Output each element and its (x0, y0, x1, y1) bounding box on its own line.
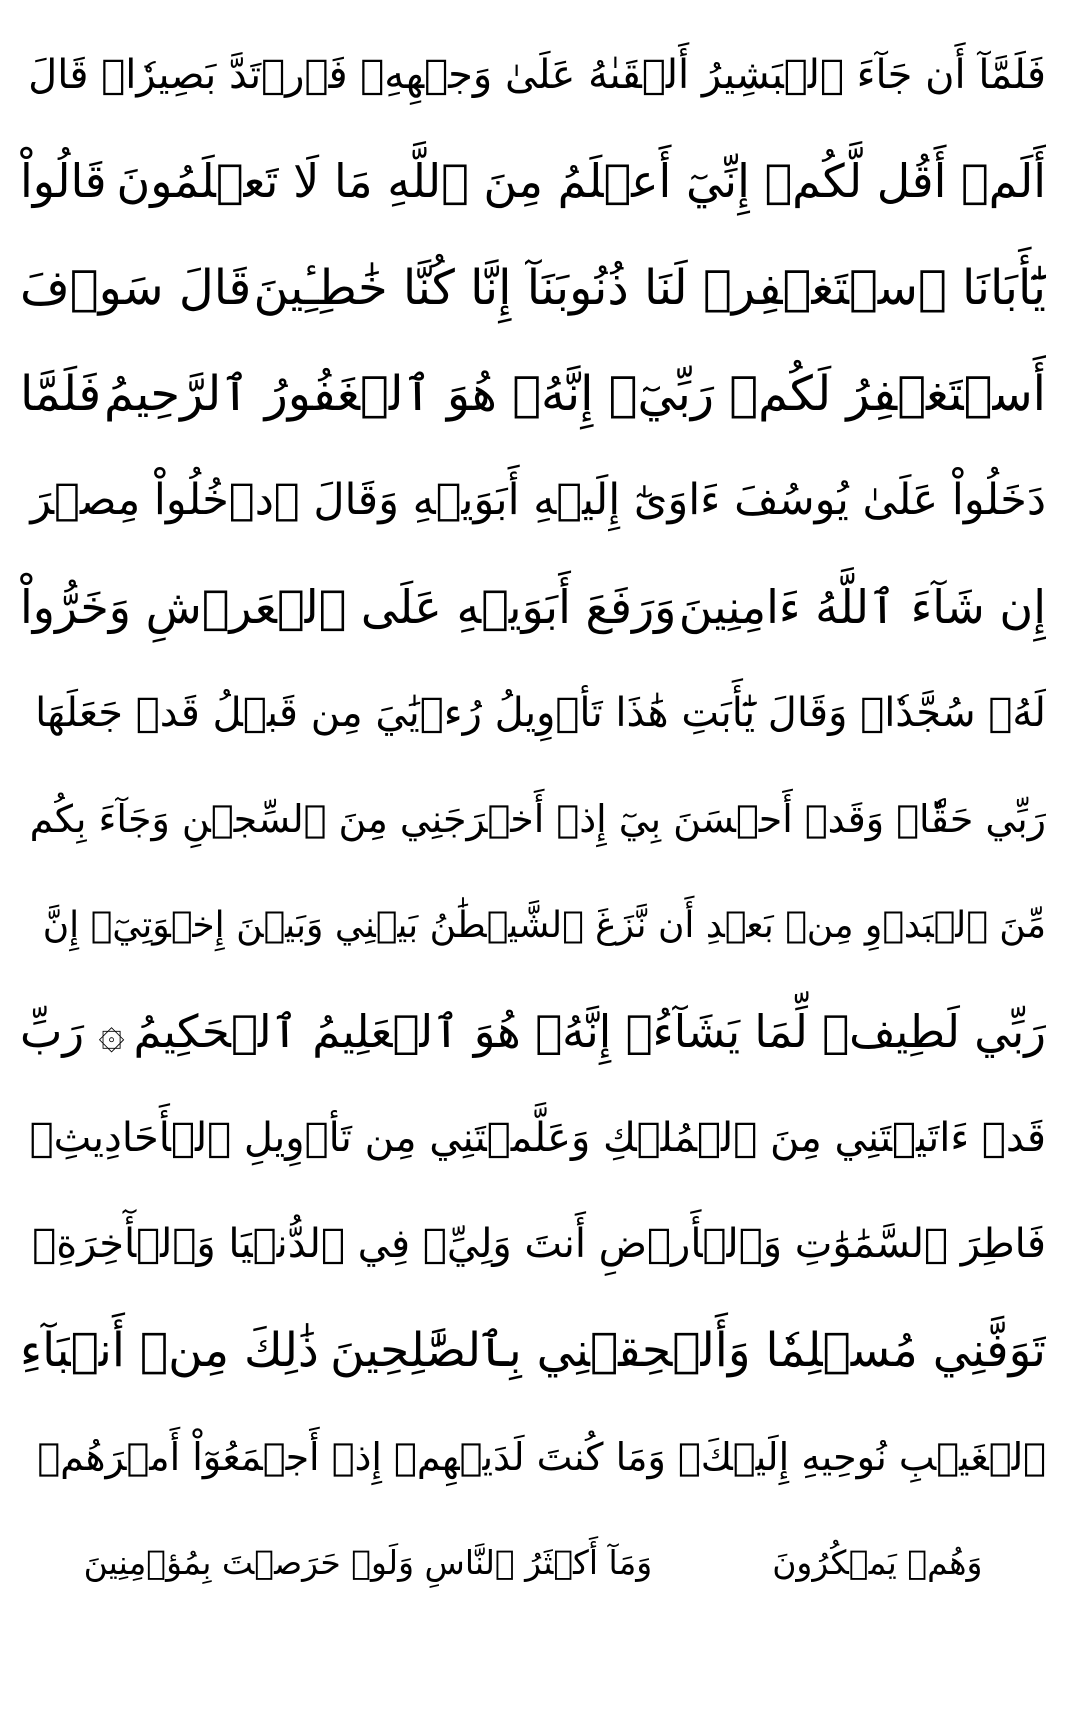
verse-text: فَلَمَّا (20, 366, 102, 423)
text-line-11 (20, 1085, 1046, 1191)
verse-text: إِن شَآءَ ٱللَّهُ ءَامِنِينَ (678, 579, 1046, 634)
text-line-10 (20, 979, 1046, 1085)
verse-text: وَهُمۡ يَمۡكُرُونَ (772, 1543, 983, 1583)
verse-text: فَلَمَّآ أَن جَآءَ ٱلۡبَشِيرُ أَلۡقَىٰهُ عَلَىٰ وَجۡهِهِۦ فَٱرۡتَدَّ بَصِيرٗاۖ قَالَ (28, 52, 1046, 99)
text-line-3 (20, 235, 1046, 341)
verse-text: قَالُواْ (20, 154, 107, 209)
text-line-2 (20, 128, 1046, 234)
verse-text: وَمَآ أَكۡثَرُ ٱلنَّاسِ وَلَوۡ حَرَصۡتَ بِمُؤۡمِنِينَ (83, 1543, 653, 1583)
verse-text: لَهُۥ سُجَّدٗاۖ وَقَالَ يَٰٓأَبَتِ هَٰذَا تَأۡوِيلُ رُءۡيَٰيَ مِن قَبۡلُ قَدۡ جَعَلَهَا (35, 689, 1046, 736)
verse-text: أَلَمۡ أَقُل لَّكُمۡ إِنِّيٓ أَعۡلَمُ مِنَ ٱللَّهِ مَا لَا تَعۡلَمُونَ (116, 154, 1046, 209)
text-line-12 (20, 1191, 1046, 1297)
verse-text: دَخَلُواْ عَلَىٰ يُوسُفَ ءَاوَىٰٓ إِلَيۡهِ أَبَوَيۡهِ وَقَالَ ٱدۡخُلُواْ مِصۡرَ (30, 475, 1046, 526)
verse-text: مِّنَ ٱلۡبَدۡوِ مِنۢ بَعۡدِ أَن نَّزَغَ ٱلشَّيۡطَٰنُ بَيۡنِي وَبَيۡنَ إِخۡوَتِيٓۚ إِنَّ (42, 904, 1046, 946)
verse-text: أَسۡتَغۡفِرُ لَكُمۡ رَبِّيٓۖ إِنَّهُۥ هُوَ ٱلۡغَفُورُ ٱلرَّحِيمُ (104, 366, 1046, 423)
verse-text: يَٰٓأَبَانَا ٱسۡتَغۡفِرۡ لَنَا ذُنُوبَنَآ إِنَّا كُنَّا خَٰطِـِٔينَ (253, 259, 1046, 316)
text-line-7 (20, 660, 1046, 766)
text-line-15 (20, 1510, 1046, 1616)
quran-text-block (20, 22, 1046, 1616)
text-line-5 (20, 447, 1046, 553)
verse-text: تَوَفَّنِي مُسۡلِمٗا وَأَلۡحِقۡنِي بِٱلصَّٰلِحِينَ (330, 1322, 1046, 1378)
verse-text: قَدۡ ءَاتَيۡتَنِي مِنَ ٱلۡمُلۡكِ وَعَلَّمۡتَنِي مِن تَأۡوِيلِ ٱلۡأَحَادِيثِۚ (29, 1115, 1046, 1162)
text-line-13 (20, 1298, 1046, 1404)
verse-text: ٱلۡغَيۡبِ نُوحِيهِ إِلَيۡكَۖ وَمَا كُنتَ لَدَيۡهِمۡ إِذۡ أَجۡمَعُوٓاْ أَمۡرَهُمۡ (37, 1435, 1046, 1479)
verse-text: قَالَ سَوۡفَ (20, 259, 252, 316)
verse-text: فَاطِرَ ٱلسَّمَٰوَٰتِ وَٱلۡأَرۡضِ أَنتَ وَلِيِّۦ فِي ٱلدُّنۡيَا وَٱلۡأٓخِرَةِۖ (32, 1221, 1046, 1268)
text-line-9 (20, 872, 1046, 978)
verse-text: ۞ رَبِّ (20, 1004, 125, 1058)
text-line-6 (20, 553, 1046, 659)
verse-text: ذَٰلِكَ مِنۡ أَنۢبَآءِ (20, 1322, 319, 1378)
text-line-8 (20, 766, 1046, 872)
verse-text: وَرَفَعَ أَبَوَيۡهِ عَلَى ٱلۡعَرۡشِ وَخَرُّواْ (20, 579, 677, 634)
text-line-14 (20, 1404, 1046, 1510)
text-line-4 (20, 341, 1046, 447)
text-line-1 (20, 22, 1046, 128)
verse-text: رَبِّي لَطِيفٞ لِّمَا يَشَآءُۚ إِنَّهُۥ هُوَ ٱلۡعَلِيمُ ٱلۡحَكِيمُ (133, 1004, 1046, 1058)
verse-text: رَبِّي حَقّٗاۖ وَقَدۡ أَحۡسَنَ بِيٓ إِذۡ أَخۡرَجَنِي مِنَ ٱلسِّجۡنِ وَجَآءَ بِكُم (29, 797, 1046, 842)
